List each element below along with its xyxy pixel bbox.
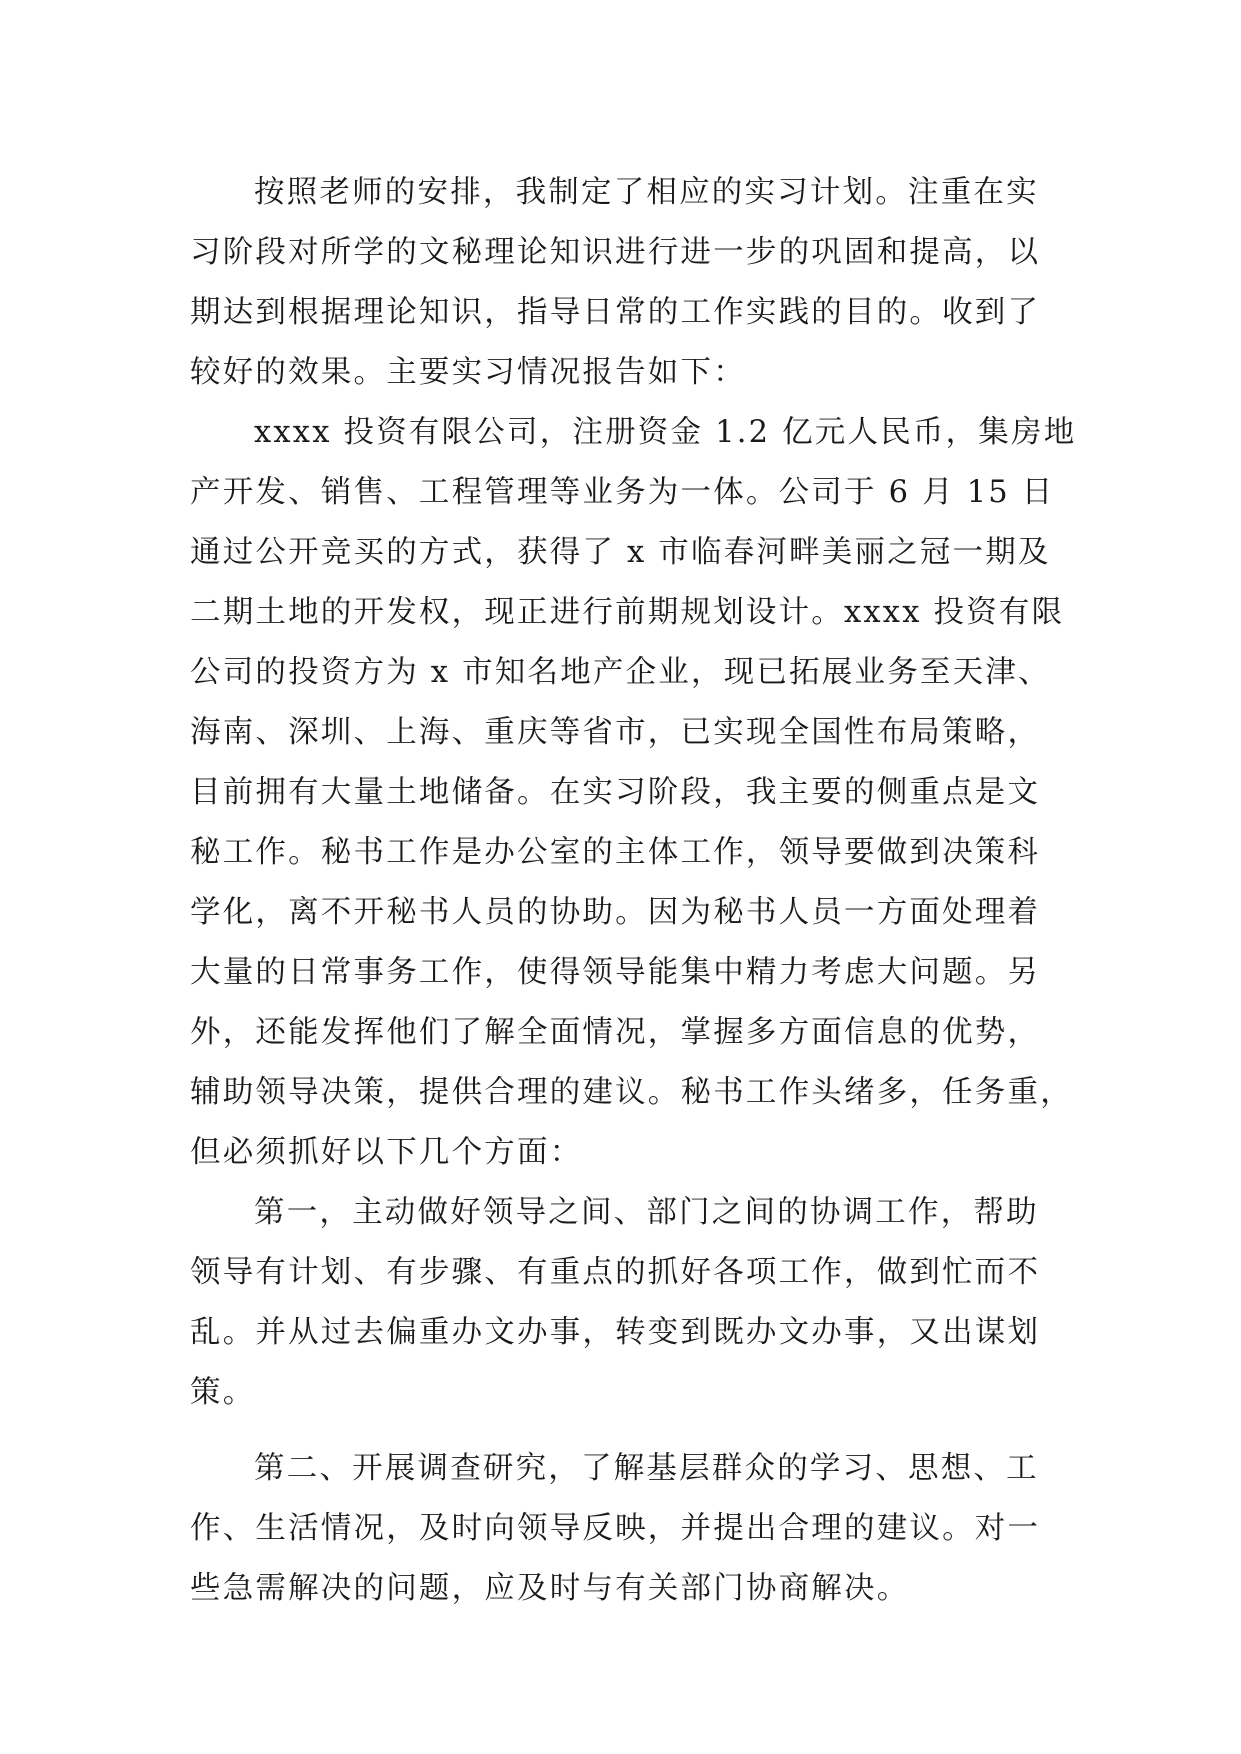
text-line: 大量的日常事务工作，使得领导能集中精力考虑大问题。另 — [190, 955, 1041, 990]
paragraph-internship-plan — [190, 163, 1066, 403]
text-line: 第二、开展调查研究，了解基层群众的学习、思想、工 — [254, 1451, 1039, 1486]
text-line: 海南、深圳、上海、重庆等省市，已实现全国性布局策略， — [190, 715, 1041, 750]
text-line: 通过公开竞买的方式，获得了 x 市临春河畔美丽之冠一期及 — [190, 535, 1051, 570]
text-line: 领导有计划、有步骤、有重点的抓好各项工作，做到忙而不 — [190, 1255, 1041, 1290]
text-line: 学化，离不开秘书人员的协助。因为秘书人员一方面处理着 — [190, 895, 1041, 930]
paragraph-spacer — [190, 1423, 1066, 1439]
text-line: 但必须抓好以下几个方面： — [190, 1135, 583, 1170]
text-line: 乱。并从过去偏重办文办事，转变到既办文办事，又出谋划 — [190, 1315, 1041, 1350]
text-line: 策。 — [190, 1375, 256, 1410]
text-line: 二期土地的开发权，现正进行前期规划设计。xxxx 投资有限 — [190, 595, 1065, 630]
paragraph-point-one — [190, 1183, 1066, 1423]
text-line: 作、生活情况，及时向领导反映，并提出合理的建议。对一 — [190, 1511, 1041, 1546]
text-line: 第一，主动做好领导之间、部门之间的协调工作，帮助 — [254, 1195, 1039, 1230]
text-line: 秘工作。秘书工作是办公室的主体工作，领导要做到决策科 — [190, 835, 1041, 870]
paragraph-point-two — [190, 1439, 1066, 1619]
paragraph-company-intro — [190, 403, 1077, 1183]
text-line: 期达到根据理论知识，指导日常的工作实践的目的。收到了 — [190, 295, 1041, 330]
text-line: 较好的效果。主要实习情况报告如下： — [190, 355, 746, 390]
text-line: 辅助领导决策，提供合理的建议。秘书工作头绪多，任务重， — [190, 1075, 1073, 1110]
text-line: 外，还能发挥他们了解全面情况，掌握多方面信息的优势， — [190, 1015, 1041, 1050]
text-line: 些急需解决的问题，应及时与有关部门协商解决。 — [190, 1571, 910, 1606]
text-line: 目前拥有大量土地储备。在实习阶段，我主要的侧重点是文 — [190, 775, 1041, 810]
text-line: 习阶段对所学的文秘理论知识进行进一步的巩固和提高，以 — [190, 235, 1041, 270]
text-line: 公司的投资方为 x 市知名地产企业，现已拓展业务至天津、 — [190, 655, 1051, 690]
document-body — [190, 163, 1077, 1619]
text-line: 产开发、销售、工程管理等业务为一体。公司于 6 月 15 日 — [190, 475, 1055, 510]
text-line: 按照老师的安排，我制定了相应的实习计划。注重在实 — [254, 175, 1039, 210]
text-line: xxxx 投资有限公司，注册资金 1.2 亿元人民币，集房地 — [254, 415, 1077, 450]
